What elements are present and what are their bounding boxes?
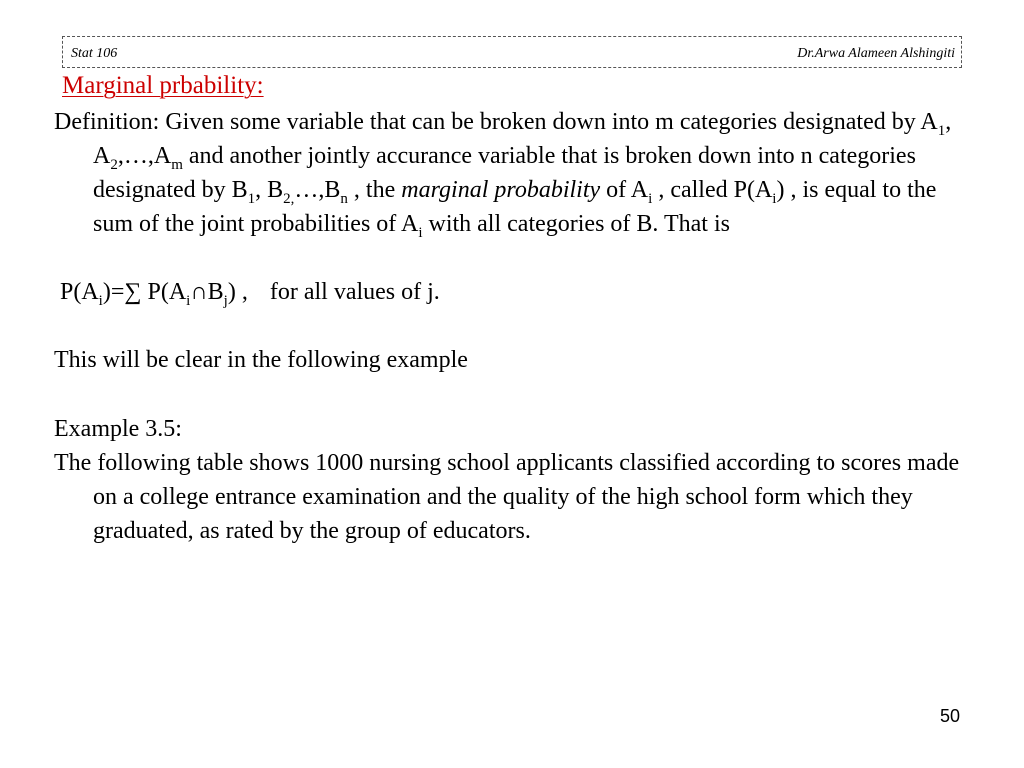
clear-line: This will be clear in the following example: [54, 347, 468, 373]
section-heading: Marginal prbability:: [62, 72, 264, 99]
example-block: [54, 446, 969, 548]
marginal-formula: $P(A_i)=\sum$ $P(A_i\cap B_j)$ , for all values of j.: [60, 279, 440, 309]
example-title: Example 3.5:: [54, 416, 182, 442]
course-label: Stat 106: [71, 46, 118, 61]
formula-note: for all values of j.: [269, 279, 440, 305]
slide-header: [62, 36, 962, 68]
page-number: 50: [940, 706, 961, 726]
definition-paragraph: Definition: Given some variable that can be broken down into m categories designated by $A_1$, $A_2,\dots,A_m$ and another jointly accurance variable that is broken down into n categories designated by $B_1$, $B_{2,}\dots,B_n$ , the marginal probability of $A_i$ , called $P(A_i)$ , is equal to the sum of the joint probabilities of $A_i$ with all categories of B. That is: [54, 109, 952, 241]
marginal-probability-term: marginal probability: [401, 177, 601, 203]
example-paragraph: The following table shows 1000 nursing school applicants classified according to scores made on a college entrance examination and the quality of the high school form which they graduated, as rated by the group of educators.: [54, 450, 960, 544]
author-label: Dr.Arwa Alameen Alshingiti: [797, 46, 955, 61]
definition-block: [54, 105, 969, 241]
